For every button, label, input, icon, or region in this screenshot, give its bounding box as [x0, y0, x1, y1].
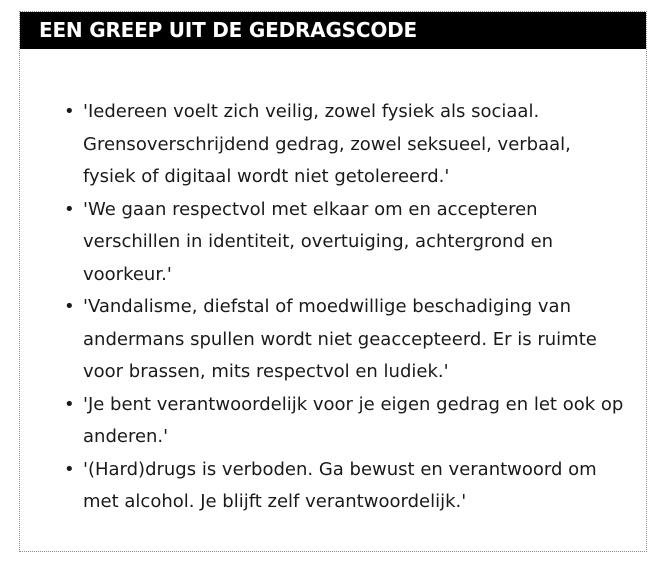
list-item [64, 389, 646, 454]
list-item [64, 291, 646, 389]
list-item [64, 96, 646, 194]
rule-text: 'We gaan respectvol met elkaar om en accepteren verschillen in identiteit, overtuiging, achtergrond en voorkeur.' [83, 198, 554, 285]
list-item [64, 194, 646, 292]
list-item [64, 454, 646, 519]
bullet-icon: • [64, 296, 75, 317]
rule-text: 'Je bent verantwoordelijk voor je eigen gedrag en let ook op anderen.' [83, 393, 624, 447]
code-of-conduct-box [19, 11, 647, 552]
bullet-icon: • [64, 198, 75, 220]
bullet-icon: • [64, 458, 75, 480]
rule-text: 'Vandalisme, diefstal of moedwillige beschadiging van andermans spullen wordt niet geaccepteerd. Er is ruimte voor brassen, mits respectvol en ludiek.' [83, 296, 597, 382]
bullet-icon: • [64, 101, 75, 122]
rules-list [20, 96, 646, 519]
rule-text: 'Iedereen voelt zich veilig, zowel fysiek als sociaal. Grensoverschrijdend gedrag, zowel seksueel, verbaal, fysiek of digitaal wordt niet getolereerd.' [83, 101, 571, 187]
rule-text: '(Hard)drugs is verboden. Ga bewust en verantwoord om met alcohol. Je blijft zelf verantwoordelijk.' [83, 458, 597, 512]
bullet-icon: • [64, 393, 75, 415]
header-bar [20, 12, 646, 49]
box-title: EEN GREEP UIT DE GEDRAGSCODE [39, 18, 418, 42]
